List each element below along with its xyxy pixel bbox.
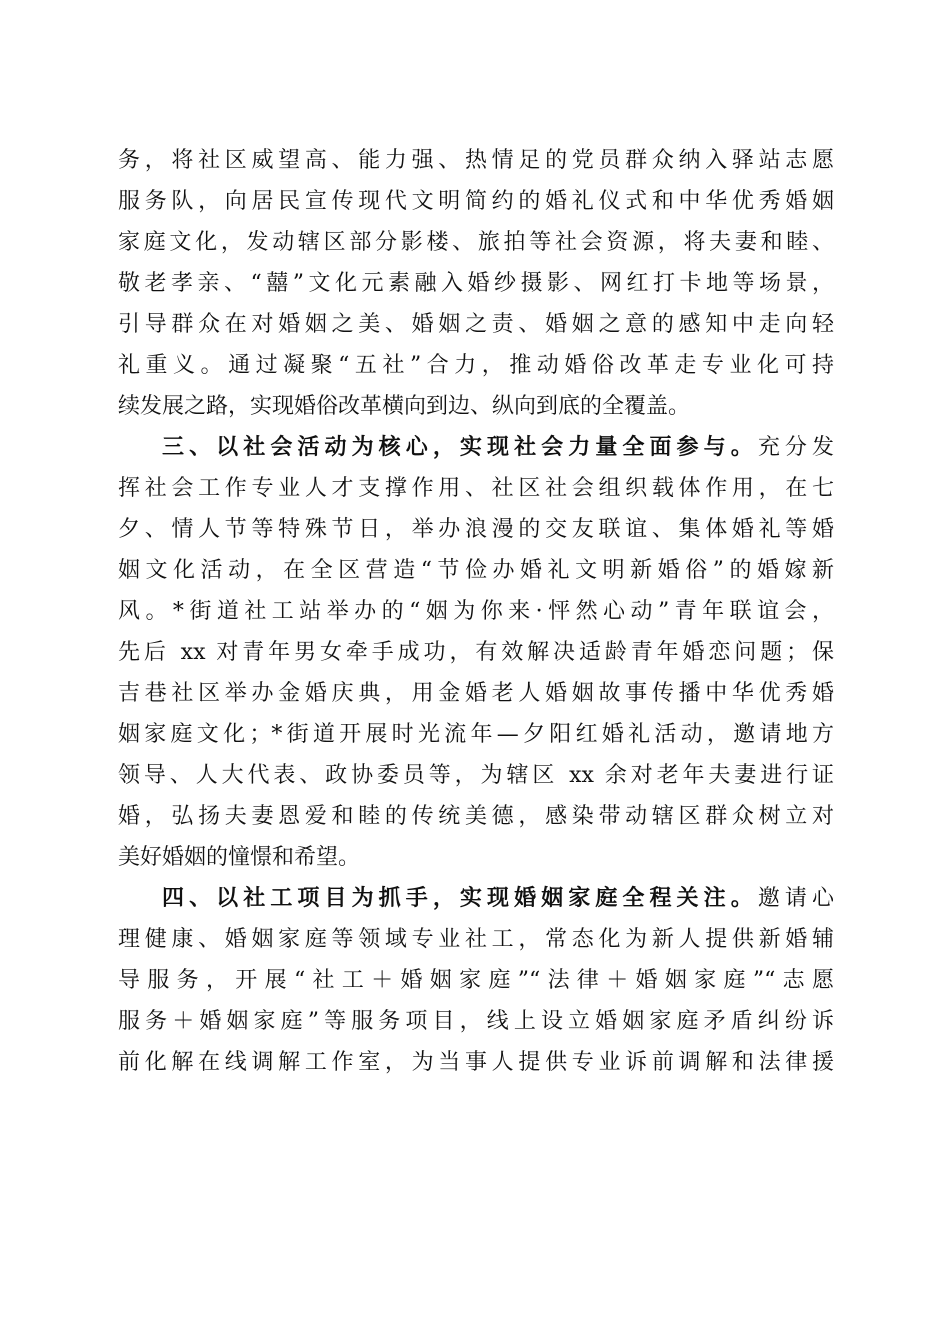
paragraph-first-line: [118, 878, 834, 919]
text-line: 婚，弘扬夫妻恩爱和睦的传统美德，感染带动辖区群众树立对: [118, 804, 834, 829]
text-line: 敬老孝亲、“囍”文化元素融入婚纱摄影、网红打卡地等场景，: [118, 271, 834, 296]
text-run: 充分发: [757, 435, 834, 460]
text-line: 风。*街道社工站举办的“姻为你来·怦然心动”青年联谊会，: [118, 599, 834, 624]
text-line: 家庭文化，发动辖区部分影楼、旅拍等社会资源，将夫妻和睦、: [118, 230, 834, 255]
text-line: 美好婚姻的憧憬和希望。: [118, 845, 361, 870]
section-heading: 四、以社工项目为抓手，实现婚姻家庭全程关注。: [162, 886, 758, 911]
text-line: 引导群众在对婚姻之美、婚姻之责、婚姻之意的感知中走向轻: [118, 312, 834, 337]
text-line: 先后 xx 对青年男女牵手成功，有效解决适龄青年婚恋问题；保: [118, 640, 834, 665]
text-line: 服务＋婚姻家庭”等服务项目，线上设立婚姻家庭矛盾纠纷诉: [118, 1009, 834, 1034]
text-line: 礼重义。通过凝聚“五社”合力，推动婚俗改革走专业化可持: [118, 353, 834, 378]
text-line: 夕、情人节等特殊节日，举办浪漫的交友联谊、集体婚礼等婚: [118, 517, 834, 542]
document-body: [118, 140, 834, 1083]
text-line: 前化解在线调解工作室，为当事人提供专业诉前调解和法律援: [118, 1050, 834, 1075]
text-line: 续发展之路，实现婚俗改革横向到边、纵向到底的全覆盖。: [118, 394, 691, 419]
text-line: 姻文化活动，在全区营造“节俭办婚礼文明新婚俗”的婚嫁新: [118, 558, 834, 583]
text-line: 理健康、婚姻家庭等领域专业社工，常态化为新人提供新婚辅: [118, 927, 834, 952]
text-line: 挥社会工作专业人才支撑作用、社区社会组织载体作用，在七: [118, 476, 834, 501]
text-line: 导服务，开展“社工＋婚姻家庭”“法律＋婚姻家庭”“志愿: [118, 968, 834, 993]
section-heading: 三、以社会活动为核心，实现社会力量全面参与。: [162, 435, 758, 460]
text-line: 姻家庭文化；*街道开展时光流年—夕阳红婚礼活动，邀请地方: [118, 722, 834, 747]
text-line: 务，将社区威望高、能力强、热情足的党员群众纳入驿站志愿: [118, 148, 834, 173]
paragraph-social-activities: [118, 427, 834, 878]
paragraph-continuation: [118, 140, 834, 427]
text-line: 吉巷社区举办金婚庆典，用金婚老人婚姻故事传播中华优秀婚: [118, 681, 834, 706]
paragraph-social-work-projects: [118, 878, 834, 1083]
text-line: 服务队，向居民宣传现代文明简约的婚礼仪式和中华优秀婚姻: [118, 189, 834, 214]
text-line: 领导、人大代表、政协委员等，为辖区 xx 余对老年夫妻进行证: [118, 763, 834, 788]
paragraph-first-line: [118, 427, 834, 468]
text-run: 邀请心: [757, 886, 834, 911]
